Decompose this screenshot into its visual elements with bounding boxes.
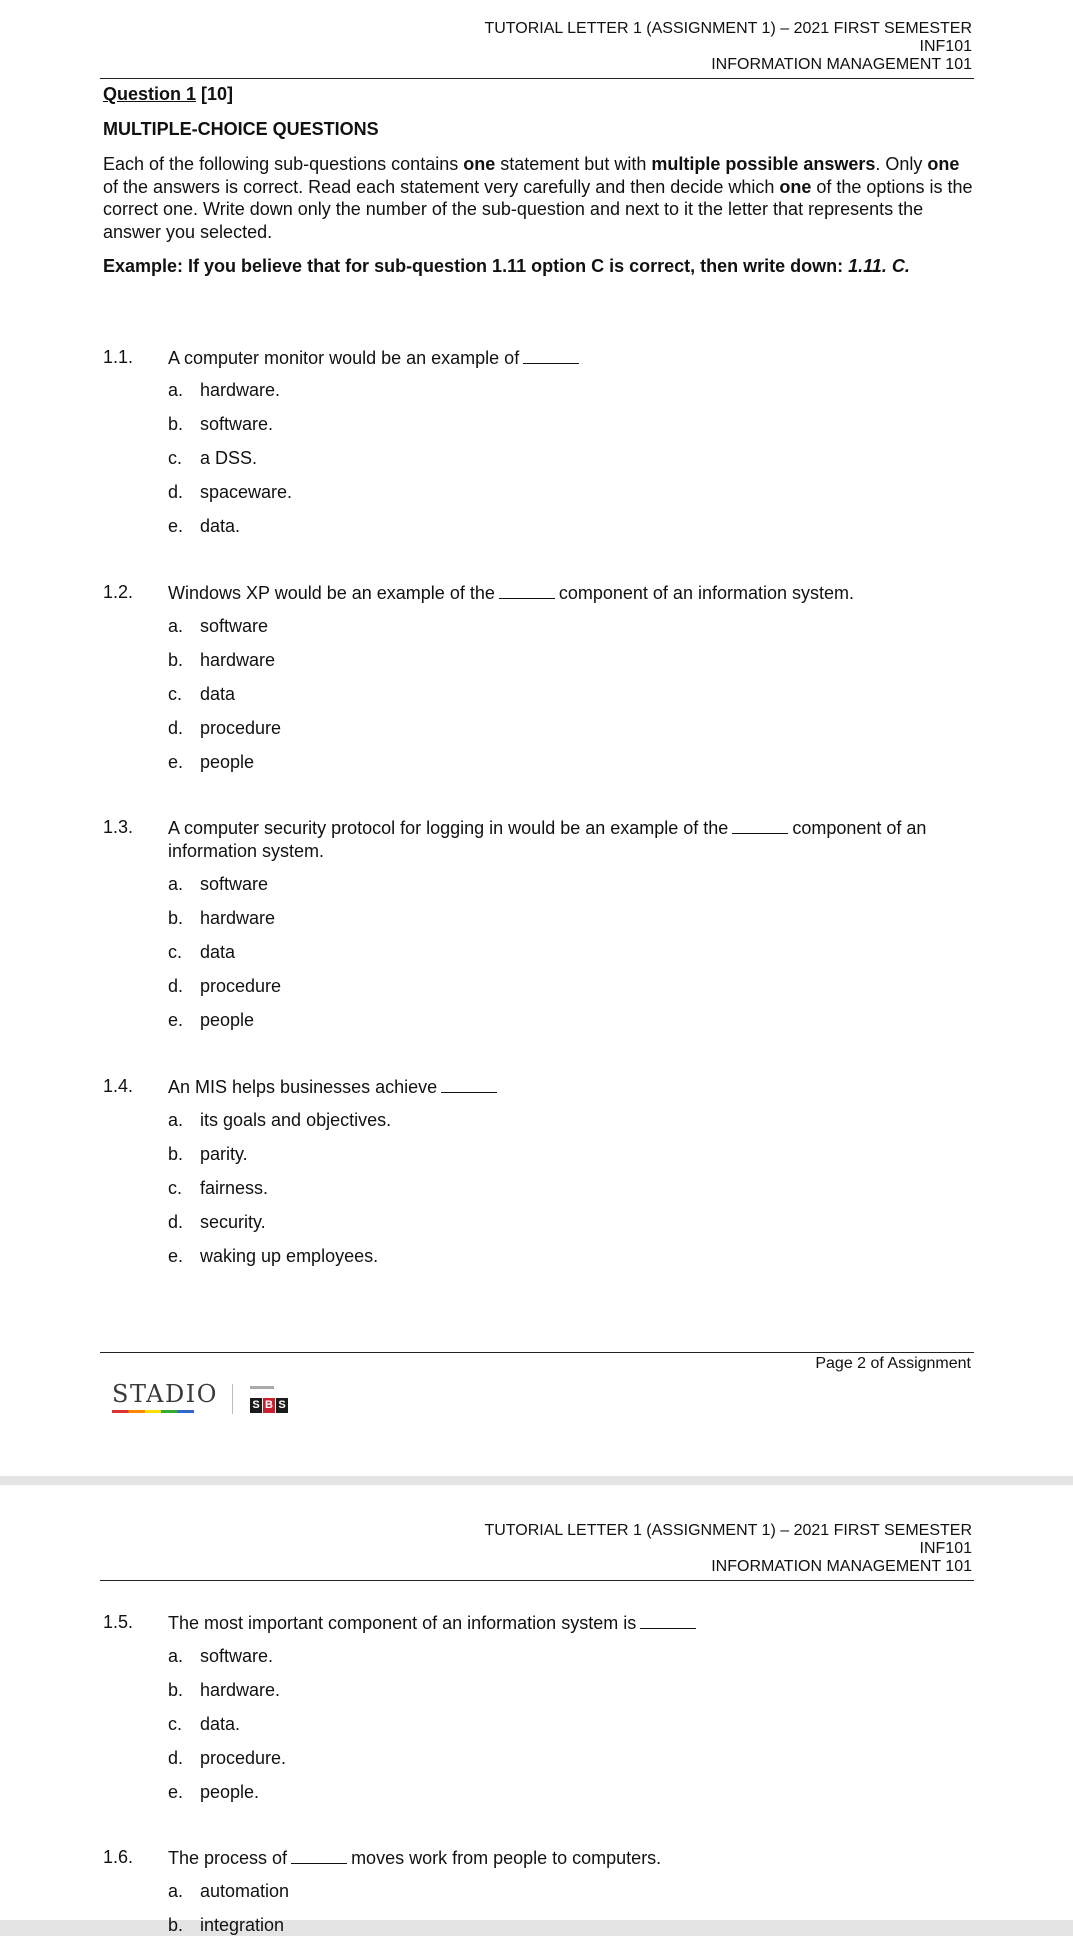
option-letter: b. (168, 908, 184, 928)
option-letter: e. (168, 1782, 184, 1802)
option-letter: c. (168, 1714, 183, 1734)
header-line-3: INFORMATION MANAGEMENT 101 (711, 56, 972, 73)
footer-rule (100, 1352, 974, 1353)
option-text: automation (200, 1881, 290, 1901)
item-question (168, 582, 976, 605)
option-text: data. (200, 1714, 241, 1734)
page-header (102, 20, 972, 74)
option-text: software. (200, 414, 274, 434)
question-text: A computer security protocol for logging in would be an example of the (168, 818, 729, 838)
logo-divider (232, 1384, 233, 1414)
option-letter: b. (168, 650, 184, 670)
option-text: hardware (200, 650, 276, 670)
option-text: data (200, 684, 236, 704)
intro-text: Each of the following sub-questions contains (103, 154, 464, 174)
item-question (168, 1847, 976, 1870)
option-letter: a. (168, 874, 184, 894)
question-text: The most important component of an information system is (168, 1613, 637, 1633)
intro-emphasis: one (779, 176, 812, 197)
option (168, 380, 280, 401)
intro-emphasis: one (463, 154, 496, 174)
answer-blank (291, 1849, 347, 1864)
option (168, 718, 281, 739)
answer-blank (523, 349, 579, 364)
option-text: people (200, 1010, 255, 1030)
header-line-2: INF101 (919, 1540, 972, 1557)
intro-text: of the options is the correct one. Write down only the number of the sub-question and next to it the letter that represents the answer you selected. (103, 176, 973, 242)
question-label: Question 1 (103, 84, 197, 104)
intro-emphasis: one (927, 154, 960, 174)
option-letter: c. (168, 684, 183, 704)
option-letter: c. (168, 1178, 183, 1198)
option (168, 1915, 284, 1936)
item-number: 1.1. (103, 347, 134, 367)
option-text: integration (200, 1915, 285, 1935)
example-text: Example: If you believe that for sub-question 1.11 option C is correct, then write down: (103, 256, 849, 276)
option (168, 448, 257, 469)
option (168, 650, 275, 671)
option-letter: d. (168, 718, 184, 738)
question-text: component of an information system. (558, 583, 855, 603)
option-letter: e. (168, 1010, 184, 1030)
example-instruction (103, 255, 973, 277)
option-letter: b. (168, 1144, 184, 1164)
option-letter: b. (168, 414, 184, 434)
option (168, 1010, 254, 1031)
option-letter: a. (168, 380, 184, 400)
option-letter: e. (168, 752, 184, 772)
stadio-logo: STADIO (112, 1380, 218, 1408)
question-title (103, 84, 233, 105)
option-text: people (200, 752, 255, 772)
option-letter: a. (168, 1646, 184, 1666)
header-rule (100, 78, 974, 79)
intro-text: of the answers is correct. Read each statement very carefully and then decide which (103, 176, 780, 197)
option-text: procedure (200, 718, 282, 738)
option (168, 482, 292, 503)
option-text: procedure (200, 976, 282, 996)
item-question (168, 1612, 976, 1635)
item-number: 1.3. (103, 817, 134, 837)
question-marks: [10] (201, 84, 234, 104)
question-text: moves work from people to computers. (351, 1848, 662, 1868)
option (168, 414, 273, 435)
option-letter: a. (168, 1881, 184, 1901)
option-text: waking up employees. (200, 1246, 379, 1266)
option-text: hardware. (200, 380, 281, 400)
intro-emphasis: multiple possible answers (651, 154, 876, 174)
option-text: data (200, 942, 236, 962)
sbs-letter: S (250, 1398, 262, 1413)
option-text: people. (200, 1782, 260, 1802)
header-rule (100, 1580, 974, 1581)
header-line-1: TUTORIAL LETTER 1 (ASSIGNMENT 1) – 2021 FIRST SEMESTER (484, 20, 972, 37)
option-letter: d. (168, 482, 184, 502)
option-text: software (200, 874, 269, 894)
item-number: 1.6. (103, 1847, 134, 1867)
option (168, 1782, 259, 1803)
option-text: security. (200, 1212, 266, 1232)
option-letter: a. (168, 1110, 184, 1130)
option-text: procedure. (200, 1748, 287, 1768)
option (168, 942, 235, 963)
option-text: its goals and objectives. (200, 1110, 392, 1130)
question-text: The process of (168, 1848, 288, 1868)
sbs-logo (250, 1398, 288, 1413)
option-text: spaceware. (200, 482, 293, 502)
item-number: 1.5. (103, 1612, 134, 1632)
option (168, 1246, 378, 1267)
option (168, 1110, 391, 1131)
intro-text: statement but with (495, 154, 652, 174)
item-question (168, 347, 976, 370)
page-3 (0, 1485, 1073, 1935)
option (168, 1178, 268, 1199)
option-letter: d. (168, 1748, 184, 1768)
answer-blank (640, 1614, 696, 1629)
question-text: Windows XP would be an example of the (168, 583, 495, 603)
question-text: A computer monitor would be an example of (168, 348, 520, 368)
answer-blank (732, 819, 788, 834)
option (168, 1646, 273, 1667)
option-letter: a. (168, 616, 184, 636)
option (168, 684, 235, 705)
option-letter: b. (168, 1915, 184, 1935)
option (168, 616, 268, 637)
option (168, 752, 254, 773)
header-line-1: TUTORIAL LETTER 1 (ASSIGNMENT 1) – 2021 FIRST SEMESTER (484, 1522, 972, 1539)
instructions-paragraph (103, 153, 973, 243)
example-answer: 1.11. C. (848, 256, 910, 276)
item-number: 1.4. (103, 1076, 134, 1096)
option-text: fairness. (200, 1178, 269, 1198)
option-letter: e. (168, 1246, 184, 1266)
question-text: component of an information system. (168, 818, 927, 861)
item-number: 1.2. (103, 582, 134, 602)
item-question (168, 1076, 976, 1099)
header-line-2: INF101 (919, 38, 972, 55)
question-text: An MIS helps businesses achieve (168, 1077, 438, 1097)
option-text: a DSS. (200, 448, 258, 468)
option-text: software. (200, 1646, 274, 1666)
sbs-caption-mark (250, 1386, 274, 1389)
option (168, 1680, 280, 1701)
page-header (102, 1522, 972, 1576)
option (168, 516, 240, 537)
option (168, 1714, 240, 1735)
option (168, 1212, 266, 1233)
item-question (168, 817, 976, 862)
option (168, 976, 281, 997)
option-text: software (200, 616, 269, 636)
option-text: hardware. (200, 1680, 281, 1700)
option (168, 1881, 289, 1902)
option-letter: c. (168, 448, 183, 468)
option-letter: b. (168, 1680, 184, 1700)
sbs-letter: B (263, 1398, 275, 1413)
sbs-letter: S (276, 1398, 288, 1413)
option-letter: d. (168, 976, 184, 996)
header-line-3: INFORMATION MANAGEMENT 101 (711, 1558, 972, 1575)
answer-blank (499, 584, 555, 599)
option-letter: d. (168, 1212, 184, 1232)
option (168, 1748, 286, 1769)
option-text: data. (200, 516, 241, 536)
option (168, 874, 268, 895)
section-heading: MULTIPLE-CHOICE QUESTIONS (103, 119, 379, 139)
logo-color-bar (112, 1410, 194, 1413)
option (168, 1144, 248, 1165)
option-text: parity. (200, 1144, 248, 1164)
option (168, 908, 275, 929)
intro-text: . Only (875, 154, 928, 174)
page-number: Page 2 of Assignment (815, 1355, 971, 1372)
option-letter: e. (168, 516, 184, 536)
option-text: hardware (200, 908, 276, 928)
option-letter: c. (168, 942, 183, 962)
answer-blank (441, 1078, 497, 1093)
